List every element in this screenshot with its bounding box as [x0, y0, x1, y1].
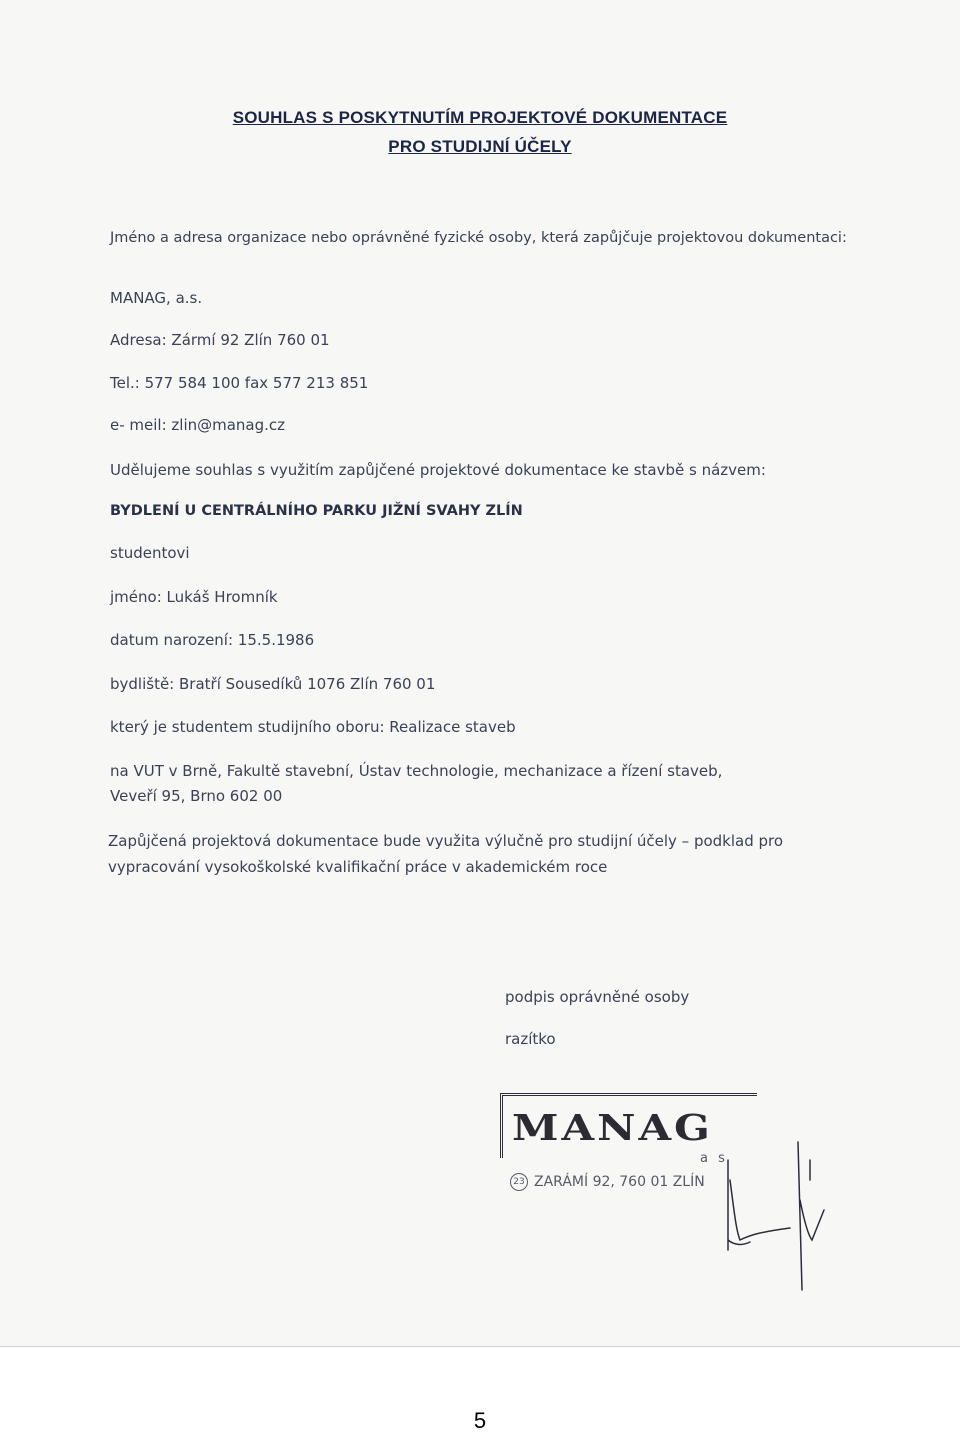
title-line-2: PRO STUDIJNÍ ÚČELY [388, 137, 572, 156]
project-name: BYDLENÍ U CENTRÁLNÍHO PARKU JIŽNÍ SVAHY ZLÍN [110, 503, 523, 519]
org-address: Adresa: Zármí 92 Zlín 760 01 [110, 331, 330, 349]
student-faculty-line-1: na VUT v Brně, Fakultě stavební, Ústav technologie, mechanizace a řízení staveb, [110, 762, 723, 780]
student-study: který je studentem studijního oboru: Realizace staveb [110, 718, 516, 736]
stamp-label: razítko [505, 1030, 556, 1048]
org-email: e- meil: zlin@manag.cz [110, 416, 286, 434]
stamp-logo: MANAG [512, 1107, 713, 1149]
title-line-1: SOUHLAS S POSKYTNUTÍM PROJEKTOVÉ DOKUMENTACE [232, 108, 728, 127]
stamp-as: a s [700, 1151, 728, 1166]
usage-line-1: Zapůjčená projektová dokumentace bude využita výlučně pro studijní účely – podklad pro [108, 832, 784, 850]
signature-label: podpis oprávněné osoby [505, 988, 690, 1006]
handwritten-signature [700, 1140, 850, 1300]
page-number: 5 [473, 1408, 487, 1433]
stamp-address-row [510, 1173, 705, 1191]
usage-line-2: vypracování vysokoškolské kvalifikační práce v akademickém roce [108, 858, 608, 876]
student-residence: bydliště: Bratří Sousedíků 1076 Zlín 760 01 [110, 675, 436, 693]
student-label: studentovi [110, 544, 190, 562]
stamp-address: ZARÁMÍ 92, 760 01 ZLÍN [534, 1174, 705, 1190]
signature-stroke [728, 1142, 824, 1290]
student-faculty-line-2: Veveří 95, Brno 602 00 [110, 787, 283, 805]
stamp-number: 23 [510, 1173, 528, 1191]
intro-text: Jméno a adresa organizace nebo oprávněné fyzické osoby, která zapůjčuje projektovou dokumentaci: [110, 230, 847, 246]
student-birth: datum narození: 15.5.1986 [110, 631, 315, 649]
org-name: MANAG, a.s. [110, 289, 203, 307]
student-name: jméno: Lukáš Hromník [110, 588, 278, 606]
org-phone: Tel.: 577 584 100 fax 577 213 851 [110, 374, 369, 392]
consent-text: Udělujeme souhlas s využitím zapůjčené projektové dokumentace ke stavbě s názvem: [110, 461, 766, 479]
